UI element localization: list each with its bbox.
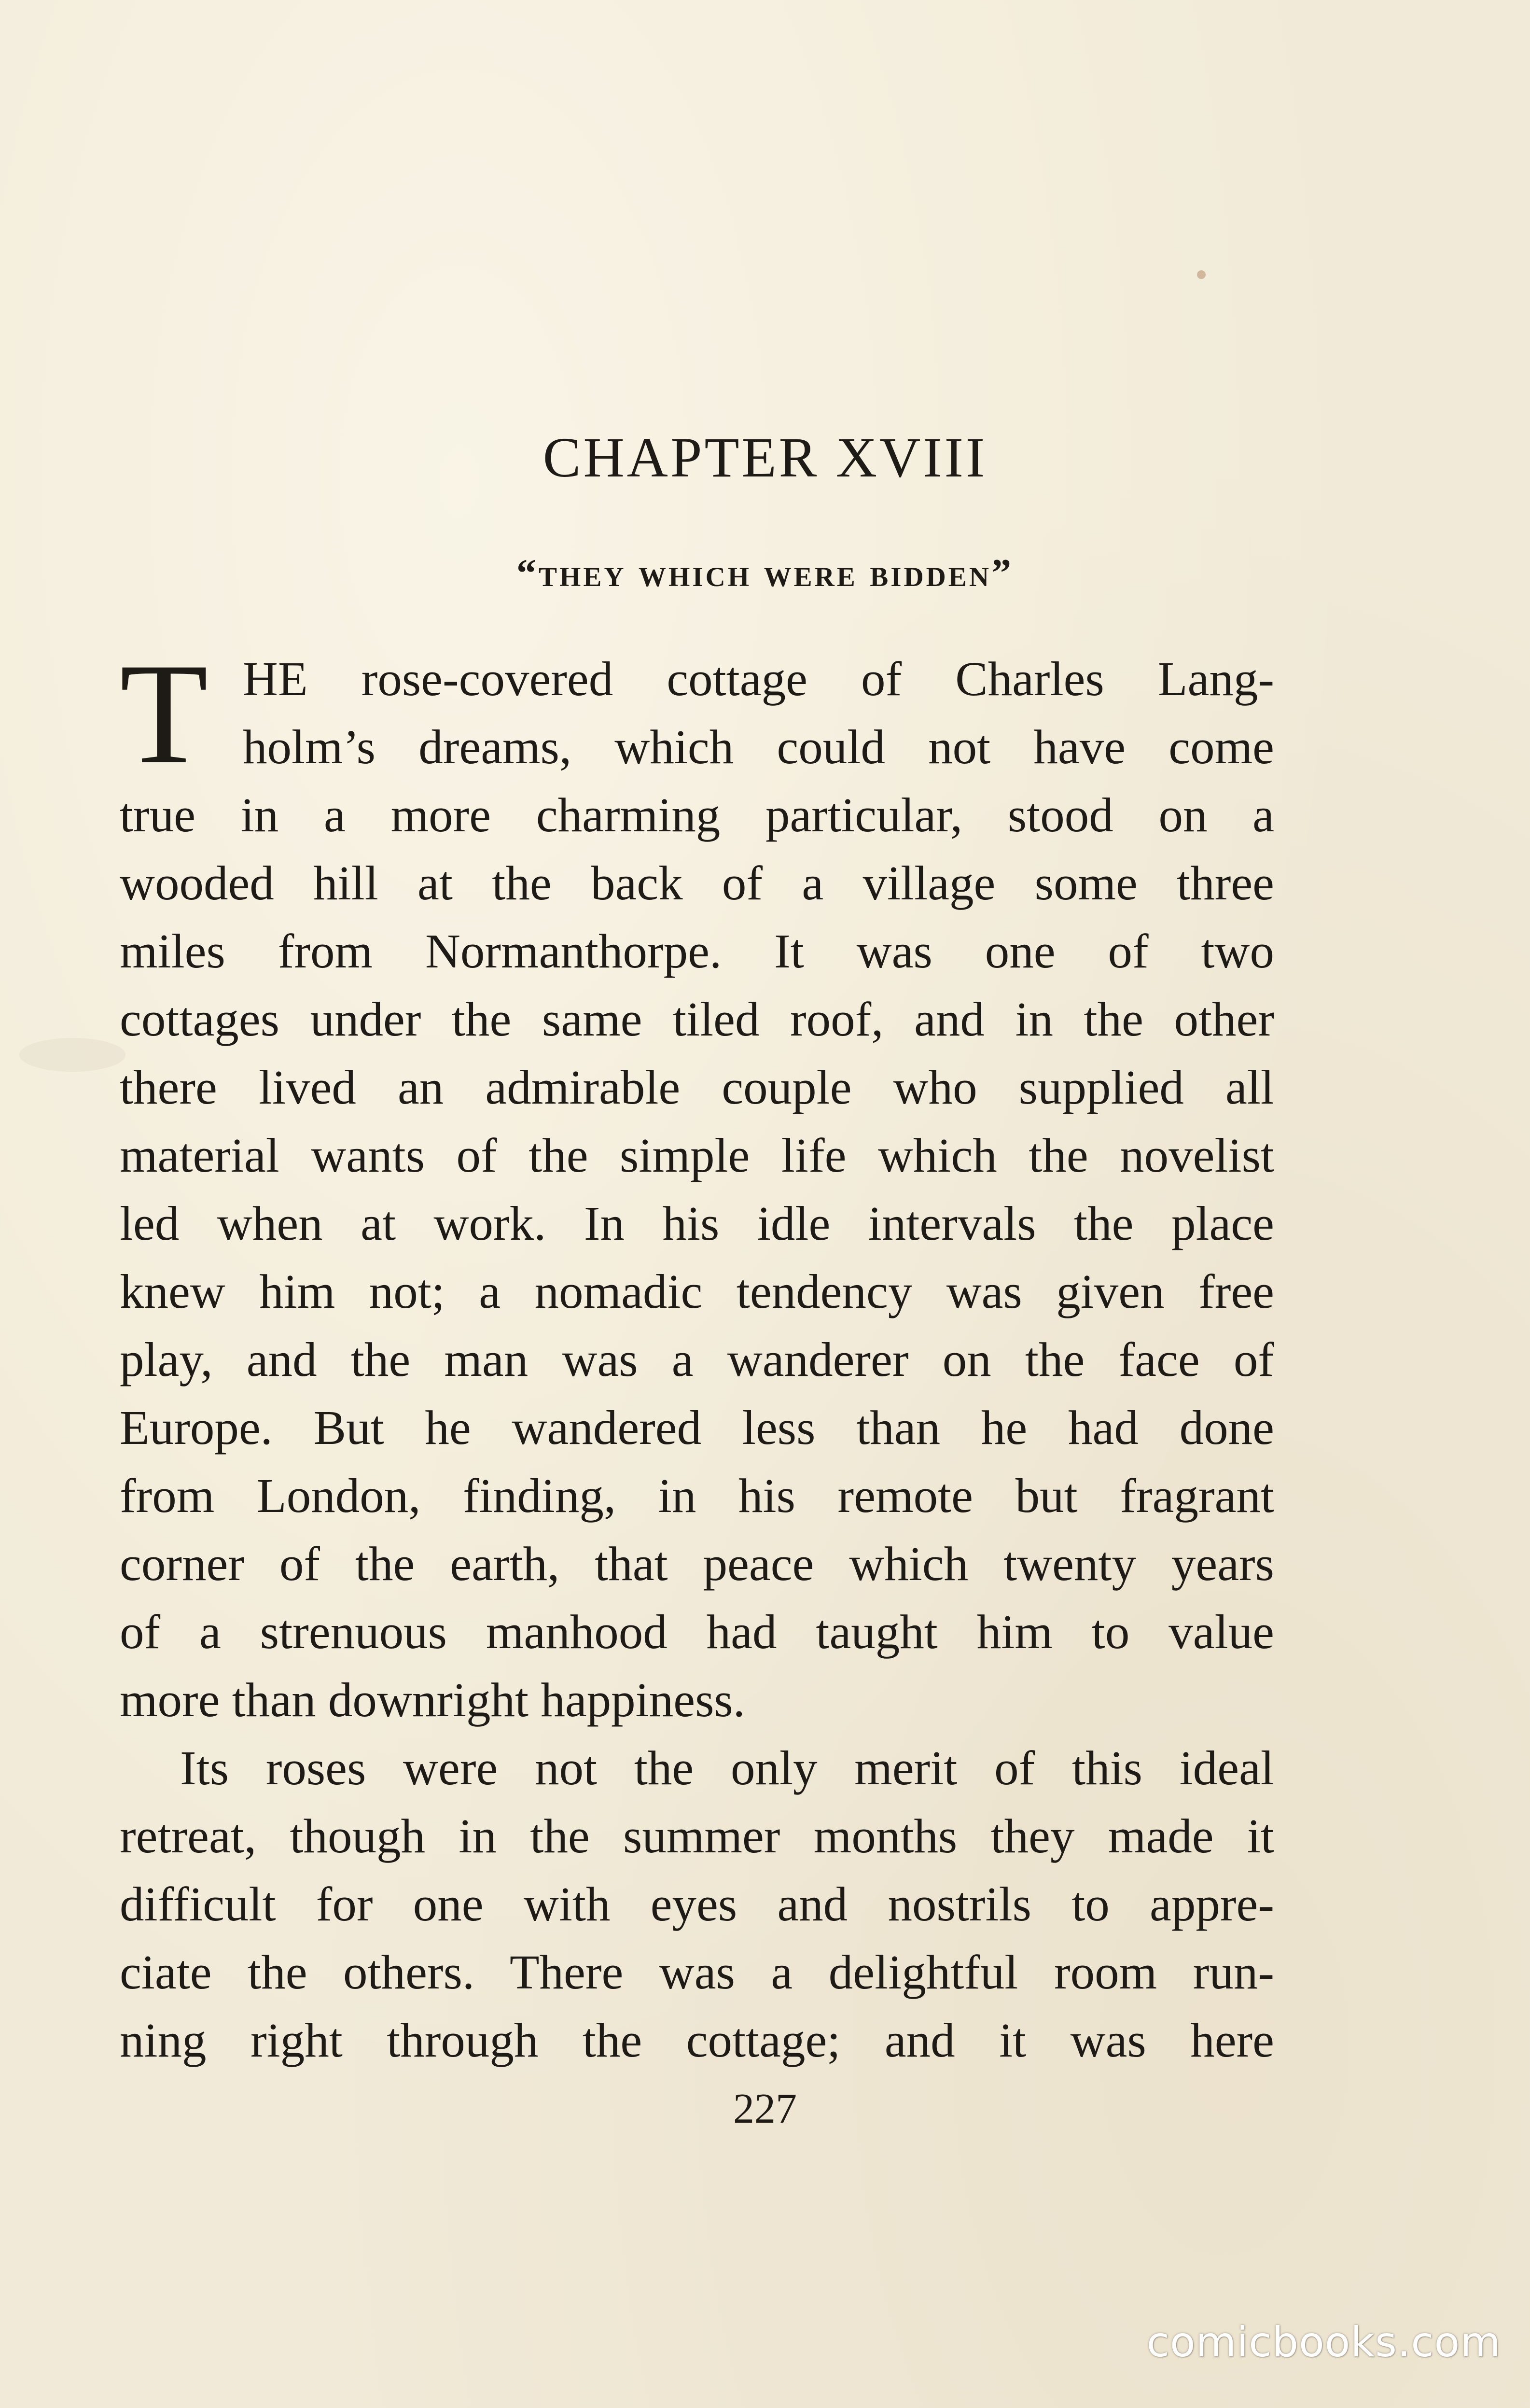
paper-stain xyxy=(19,1038,125,1072)
chapter-subtitle xyxy=(0,550,1530,596)
text-line: holm’s dreams, which could not have come xyxy=(243,720,1274,774)
text-line: true in a more charming particular, stood on a xyxy=(120,788,1274,842)
paper-stain xyxy=(1197,270,1206,279)
text-line: ning right through the cottage; and it was here xyxy=(120,2013,1274,2067)
drop-cap: T xyxy=(120,633,209,794)
text-line: HE rose-covered cottage of Charles Lang- xyxy=(243,652,1274,706)
text-line: knew him not; a nomadic tendency was given free xyxy=(120,1264,1274,1318)
text-line: of a strenuous manhood had taught him to value xyxy=(120,1605,1274,1659)
watermark: comicbooks.com xyxy=(1146,2318,1501,2366)
subtitle-close-quote: ” xyxy=(991,551,1014,595)
text-line: more than downright happiness. xyxy=(120,1673,745,1727)
page-number: 227 xyxy=(733,2086,797,2132)
text-line: led when at work. In his idle intervals the place xyxy=(120,1196,1274,1250)
text-line: wooded hill at the back of a village some three xyxy=(120,856,1274,910)
text-line: Its roses were not the only merit of this ideal xyxy=(180,1741,1274,1795)
subtitle-open-quote: “ xyxy=(516,551,539,595)
text-line: difficult for one with eyes and nostrils to appre- xyxy=(120,1877,1274,1931)
text-line: there lived an admirable couple who supplied all xyxy=(120,1060,1274,1114)
subtitle-text: they which were bidden xyxy=(539,551,991,595)
text-line: corner of the earth, that peace which twenty years xyxy=(120,1537,1274,1591)
text-line: miles from Normanthorpe. It was one of two xyxy=(120,924,1274,978)
text-line: from London, finding, in his remote but fragrant xyxy=(120,1469,1274,1523)
text-line: ciate the others. There was a delightful room run- xyxy=(120,1945,1274,1999)
text-line: material wants of the simple life which the novelist xyxy=(120,1128,1274,1182)
chapter-body xyxy=(120,633,1274,2074)
text-line: play, and the man was a wanderer on the face of xyxy=(120,1332,1274,1386)
text-line: Europe. But he wandered less than he had done xyxy=(120,1400,1274,1455)
text-line: cottages under the same tiled roof, and in the other xyxy=(120,992,1274,1046)
chapter-title: CHAPTER XVIII xyxy=(542,426,988,489)
text-line: retreat, though in the summer months they made it xyxy=(120,1809,1274,1863)
